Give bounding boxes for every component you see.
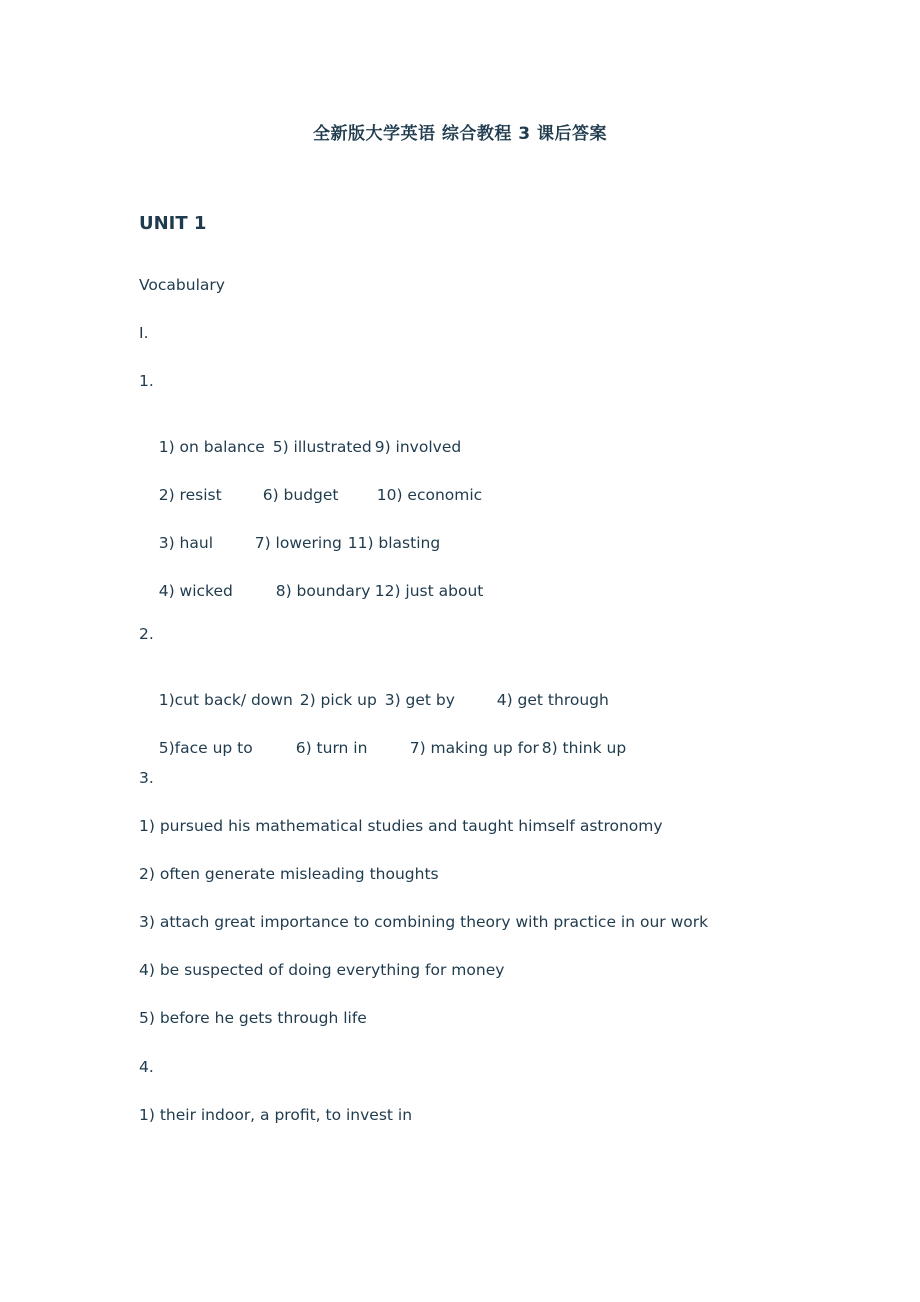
exercise-3-label: 3. <box>139 769 154 787</box>
exercise-1-row <box>139 516 440 570</box>
answer-item: 6) turn in <box>295 739 368 757</box>
answer-item: 3) haul <box>158 534 214 552</box>
answer-item: 4) wicked <box>158 582 233 600</box>
answer-item: 3) get by <box>384 691 455 709</box>
exercise-1-row <box>139 564 483 618</box>
answer-item: 1)cut back/ down <box>158 691 293 709</box>
answer-item: 7) making up for <box>409 739 539 757</box>
exercise-2-label: 2. <box>139 625 154 643</box>
exercise-2-row <box>139 721 626 775</box>
document-title: 全新版大学英语 综合教程 3 课后答案 <box>312 124 608 144</box>
exercise-1-label: 1. <box>139 372 154 390</box>
answer-item: 2) resist <box>158 486 222 504</box>
exercise-2-row <box>139 673 609 727</box>
answer-item: 10) economic <box>376 486 483 504</box>
part-label: I. <box>139 324 149 342</box>
answer-item: 11) blasting <box>347 534 441 552</box>
exercise-4-item: 1) their indoor, a profit, to invest in <box>139 1106 413 1124</box>
exercise-3-item: 1) pursued his mathematical studies and taught himself astronomy <box>139 817 663 835</box>
exercise-3-item: 2) often generate misleading thoughts <box>139 865 439 883</box>
exercise-4-label: 4. <box>139 1058 154 1076</box>
answer-item: 6) budget <box>262 486 339 504</box>
answer-item: 5) illustrated <box>272 438 372 456</box>
section-heading: Vocabulary <box>139 276 225 294</box>
exercise-3-item: 5) before he gets through life <box>139 1009 367 1027</box>
answer-item: 2) pick up <box>299 691 377 709</box>
exercise-1-row <box>139 468 482 522</box>
unit-heading: UNIT 1 <box>139 213 207 234</box>
answer-item: 5)face up to <box>158 739 253 757</box>
answer-item: 12) just about <box>374 582 484 600</box>
answer-item: 4) get through <box>496 691 609 709</box>
answer-item: 1) on balance <box>158 438 265 456</box>
answer-item: 8) think up <box>541 739 627 757</box>
answer-item: 8) boundary <box>275 582 371 600</box>
exercise-3-item: 3) attach great importance to combining theory with practice in our work <box>139 913 709 931</box>
answer-item: 9) involved <box>374 438 462 456</box>
exercise-1-row <box>139 420 461 474</box>
exercise-3-item: 4) be suspected of doing everything for money <box>139 961 505 979</box>
answer-item: 7) lowering <box>254 534 342 552</box>
